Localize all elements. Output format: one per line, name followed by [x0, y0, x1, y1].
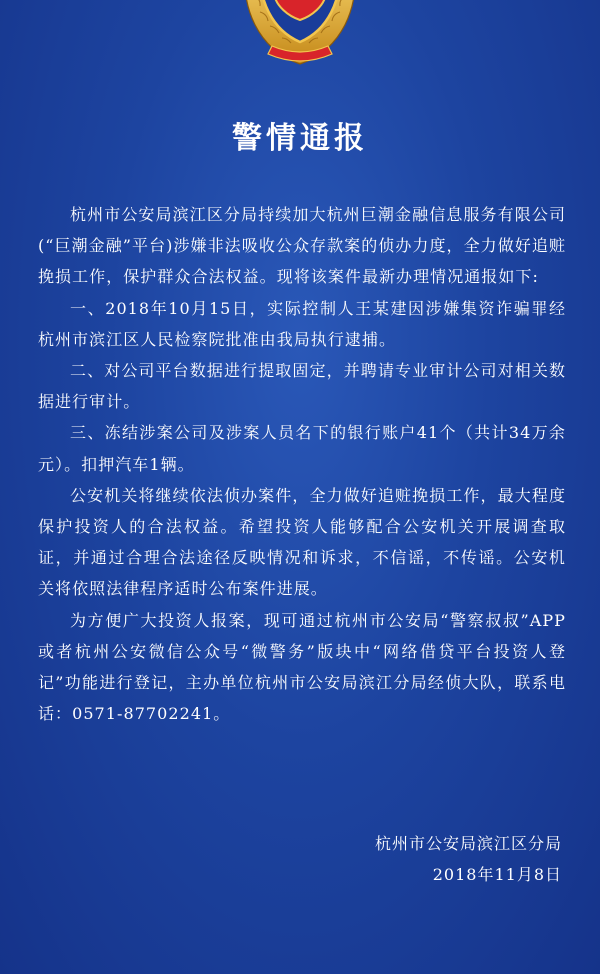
notice-body: [38, 199, 566, 729]
notice-title: 警情通报: [232, 121, 368, 156]
notice-paragraph: 为方便广大投资人报案，现可通过杭州市公安局“警察叔叔”APP或者杭州公安微信公众号“微警务”版块中“网络借贷平台投资人登记”功能进行登记，主办单位杭州市公安局滨江分局经侦大队，联系电话：0571-87702241。: [38, 610, 566, 724]
police-emblem-icon: [236, 0, 364, 70]
notice-paragraph: 杭州市公安局滨江区分局持续加大杭州巨潮金融信息服务有限公司(“巨潮金融”平台)涉嫌非法吸收公众存款案的侦办力度，全力做好追赃挽损工作，保护群众合法权益。现将该案件最新办理情况通报如下:: [38, 205, 566, 287]
notice-paragraph: 公安机关将继续依法侦办案件，全力做好追赃挽损工作，最大程度保护投资人的合法权益。希望投资人能够配合公安机关开展调查取证，并通过合理合法途径反映情况和诉求，不信谣，不传谣。公安机关将依照法律程序适时公布案件进展。: [38, 485, 566, 599]
notice-signature-block: [375, 828, 562, 890]
issuer-signature: 杭州市公安局滨江区分局: [374, 834, 562, 853]
notice-paragraph: 二、对公司平台数据进行提取固定，并聘请专业审计公司对相关数据进行审计。: [38, 361, 566, 412]
notice-paragraph: 一、2018年10月15日，实际控制人王某建因涉嫌集资诈骗罪经杭州市滨江区人民检察院批准由我局执行逮捕。: [38, 298, 566, 349]
notice-paragraph: 三、冻结涉案公司及涉案人员名下的银行账户41个（共计34万余元）。扣押汽车1辆。: [38, 423, 566, 474]
issue-date: 2018年11月8日: [432, 865, 562, 884]
